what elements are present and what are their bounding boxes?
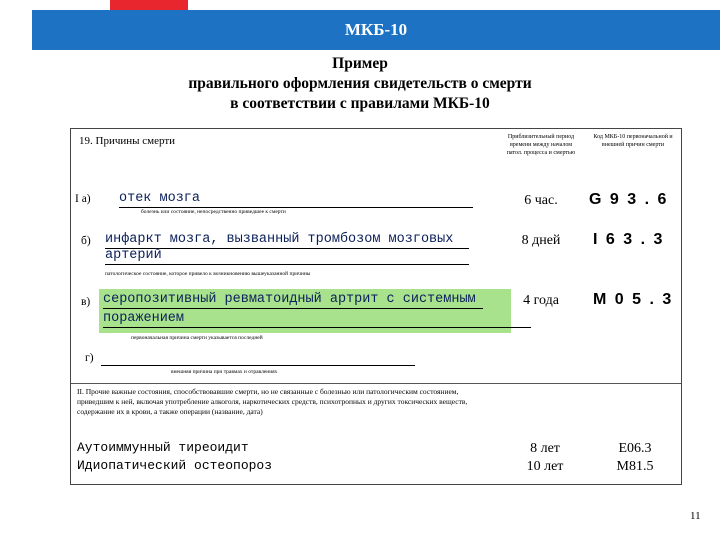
- section-divider: [71, 383, 681, 384]
- row-b-note: патологическое состояние, которое привело к возникновению вышеуказанной причины: [105, 271, 311, 277]
- row-b-code: I 6 3 . 3: [593, 231, 665, 248]
- row-d-note: внешняя причина при травмах и отравлениях: [171, 369, 278, 375]
- row-c-cause-line2: поражением: [103, 311, 531, 328]
- row-c-cause-line1: серопозитивный ревматоидный артрит с системным: [103, 292, 483, 309]
- row-a-code: G 9 3 . 6: [589, 191, 669, 208]
- title-bar: [32, 10, 720, 50]
- row-c-note: первоначальная причина смерти указывается последней: [131, 335, 263, 341]
- page-number: 11: [690, 510, 701, 522]
- section-2-time-1: 8 лет: [530, 441, 560, 456]
- row-a-time: 6 час.: [524, 193, 558, 208]
- row-c-time: 4 года: [523, 293, 559, 308]
- row-b-prefix: б): [81, 235, 91, 247]
- section-2-code-2: М81.5: [616, 459, 654, 474]
- row-a-prefix: I а): [75, 193, 91, 205]
- row-b-cause-line1: инфаркт мозга, вызванный тромбозом мозговых: [105, 232, 469, 249]
- section-2-code-1: Е06.3: [618, 441, 652, 456]
- section-19-label: 19. Причины смерти: [79, 135, 176, 147]
- row-a-cause: отек мозга: [119, 191, 473, 208]
- row-d-blank-line: [101, 351, 415, 366]
- section-2-time-2: 10 лет: [526, 459, 564, 474]
- column-header-code: Код МКБ-10 первоначальной и внешней причин смерти: [593, 134, 673, 148]
- heading-line-3: в соответствии с правилами МКБ-10: [230, 95, 490, 112]
- slide-heading: [0, 54, 720, 114]
- column-header-time: Приблизительный период времени между началом патол. процесса и смертью: [506, 134, 576, 156]
- row-d-prefix: г): [85, 352, 94, 364]
- row-a-note: болезнь или состояние, непосредственно приведшее к смерти: [141, 209, 286, 215]
- row-b-cause-line2: артерий: [105, 248, 469, 265]
- row-c-prefix: в): [81, 296, 91, 308]
- section-2-entry-1: Аутоиммунный тиреоидит: [77, 440, 249, 455]
- slide-title: МКБ-10: [344, 20, 408, 39]
- section-2-entry-2: Идиопатический остеопороз: [77, 458, 273, 473]
- red-accent-bar: [110, 0, 188, 10]
- heading-line-2: правильного оформления свидетельств о смерти: [188, 75, 532, 92]
- heading-line-1: Пример: [332, 55, 388, 72]
- section-2-label: II. Прочие важные состояния, способствовавшие смерти, но не связанные с болезнью или патологическим состоянием, приведшим к ней, включая употребление алкоголя, наркотических средств, психотропных и других токсических веществ, содержание их в крови, а также операции (название, дата): [77, 387, 468, 416]
- row-b-time: 8 дней: [521, 233, 561, 248]
- death-certificate-form: [70, 128, 682, 485]
- row-c-code: М 0 5 . 3: [593, 291, 674, 308]
